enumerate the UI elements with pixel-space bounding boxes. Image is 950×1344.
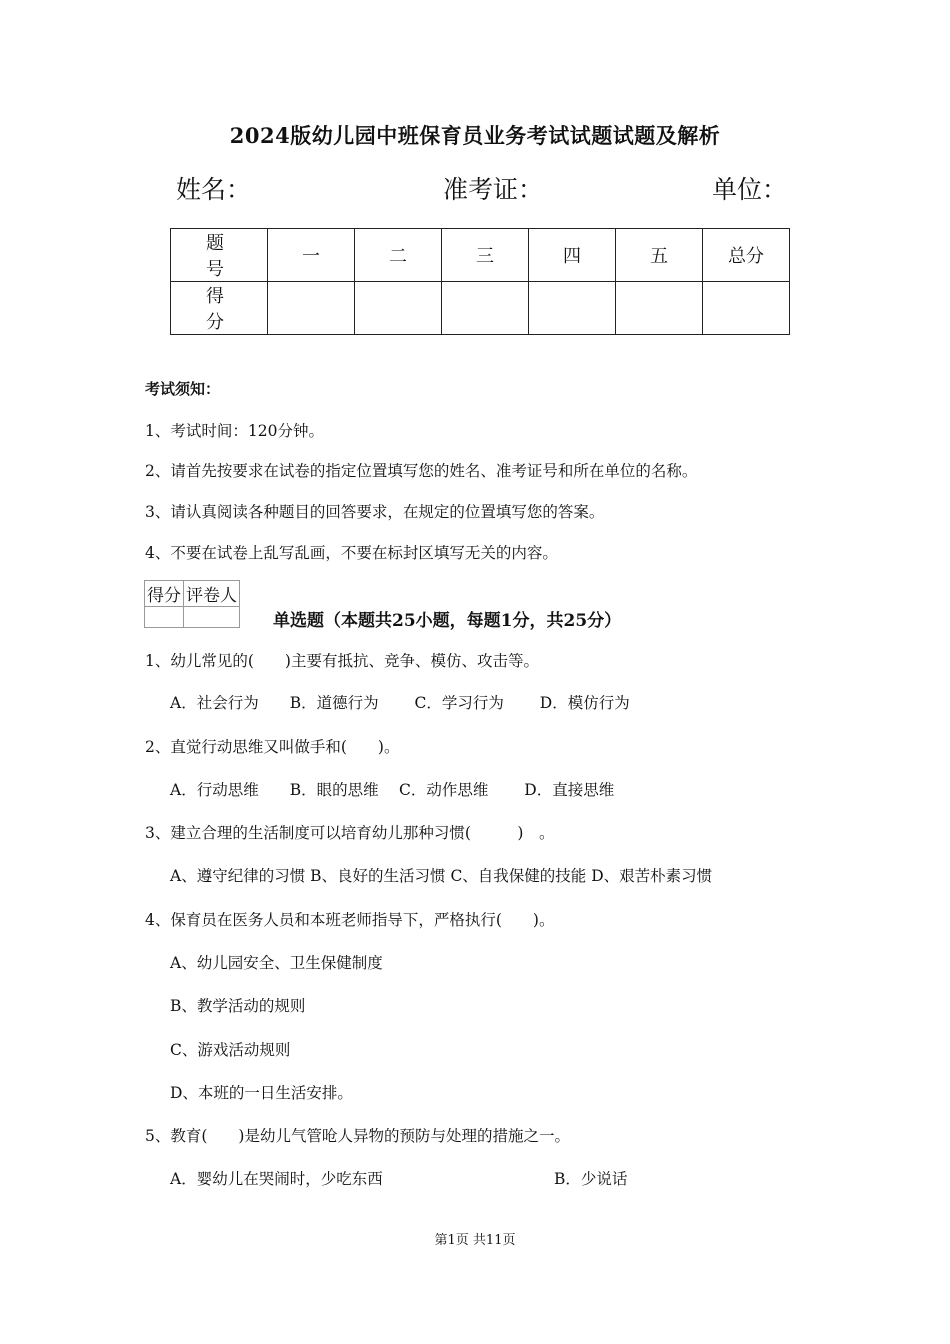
question-stem: 2、直觉行动思维又叫做手和( )。 — [145, 738, 400, 756]
question-option: B、教学活动的规则 — [170, 997, 306, 1015]
notice-item: 1、考试时间：120分钟。 — [145, 422, 324, 440]
notice-item: 3、请认真阅读各种题目的回答要求，在规定的位置填写您的答案。 — [145, 503, 605, 521]
question-option: C、游戏活动规则 — [170, 1041, 291, 1059]
score-table-header-cell: 总分 — [703, 229, 790, 282]
question-stem: 1、幼儿常见的( )主要有抵抗、竞争、模仿、攻击等。 — [145, 652, 539, 670]
question-stem: 3、建立合理的生活制度可以培育幼儿那种习惯( ) 。 — [145, 824, 555, 842]
question-option: A．婴幼儿在哭闹时，少吃东西 — [170, 1170, 383, 1188]
score-cell[interactable] — [529, 282, 616, 335]
score-table-header-cell: 题 号 — [171, 229, 268, 282]
exam-number-field-label: 准考证： — [443, 175, 544, 204]
score-cell[interactable] — [616, 282, 703, 335]
question-options: A、遵守纪律的习惯 B、良好的生活习惯 C、自我保健的技能 D、艰苦朴素习惯 — [170, 867, 713, 885]
name-field-label: 姓名： — [176, 175, 252, 204]
score-cell[interactable] — [703, 282, 790, 335]
section-title: 单选题（本题共25小题，每题1分，共25分） — [273, 611, 622, 631]
score-table-header-cell: 一 — [268, 229, 355, 282]
grader-box — [144, 580, 240, 628]
question-option: B．少说话 — [554, 1170, 628, 1188]
question-option: D、本班的一日生活安排。 — [170, 1084, 353, 1102]
unit-field-label: 单位： — [712, 175, 788, 204]
score-cell[interactable] — [268, 282, 355, 335]
score-row-label: 得 分 — [171, 282, 268, 335]
grader-reviewer-cell[interactable] — [184, 607, 240, 628]
notice-item: 2、请首先按要求在试卷的指定位置填写您的姓名、准考证号和所在单位的名称。 — [145, 462, 698, 480]
grader-reviewer-label: 评卷人 — [184, 581, 240, 607]
score-table-header-cell: 三 — [442, 229, 529, 282]
question-stem: 4、保育员在医务人员和本班老师指导下，严格执行( )。 — [145, 911, 555, 929]
score-table-header-row — [171, 229, 790, 282]
document-title: 2024版幼儿园中班保育员业务考试试题试题及解析 — [229, 123, 721, 148]
grader-score-label: 得分 — [145, 581, 184, 607]
score-table-header-cell: 二 — [355, 229, 442, 282]
notice-heading: 考试须知： — [145, 380, 221, 398]
score-cell[interactable] — [355, 282, 442, 335]
question-options: A．行动思维 B．眼的思维 C．动作思维 D．直接思维 — [170, 781, 615, 799]
score-table-header-cell: 五 — [616, 229, 703, 282]
page-footer: 第1页 共11页 — [434, 1233, 516, 1248]
score-cell[interactable] — [442, 282, 529, 335]
grader-score-cell[interactable] — [145, 607, 184, 628]
question-option: A、幼儿园安全、卫生保健制度 — [170, 954, 383, 972]
score-table-header-cell: 四 — [529, 229, 616, 282]
score-table — [170, 228, 790, 335]
score-table-score-row — [171, 282, 790, 335]
question-options: A．社会行为 B．道德行为 C．学习行为 D．模仿行为 — [170, 694, 630, 712]
notice-item: 4、不要在试卷上乱写乱画，不要在标封区填写无关的内容。 — [145, 544, 558, 562]
question-stem: 5、教育( )是幼儿气管呛人异物的预防与处理的措施之一。 — [145, 1127, 570, 1145]
